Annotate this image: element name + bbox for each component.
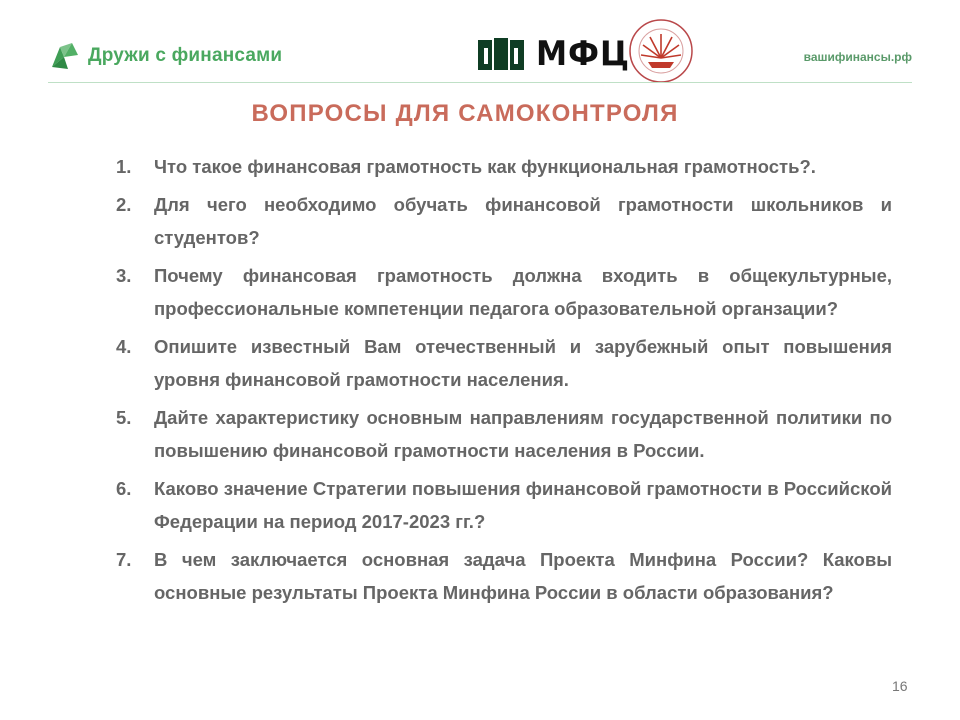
item-text: Опишите известный Вам отечественный и зарубежный опыт повышения уровня финансовой грамотности населения. bbox=[154, 336, 892, 390]
question-list bbox=[116, 150, 892, 614]
item-number: 1. bbox=[116, 156, 132, 177]
list-item bbox=[116, 401, 892, 467]
header-divider bbox=[48, 82, 912, 83]
list-item bbox=[116, 543, 892, 609]
item-number: 2. bbox=[116, 194, 132, 215]
item-number: 6. bbox=[116, 478, 132, 499]
item-number: 3. bbox=[116, 265, 132, 286]
leaf-logo-icon bbox=[50, 41, 80, 71]
site-link[interactable]: вашифинансы.рф bbox=[803, 50, 912, 64]
item-text: В чем заключается основная задача Проекта Минфина России? Каковы основные результаты Проекта Минфина России в области образования? bbox=[154, 549, 892, 603]
item-text: Почему финансовая грамотность должна входить в общекультурные, профессиональные компетенции педагога образовательной органзации? bbox=[154, 265, 892, 319]
list-item bbox=[116, 330, 892, 396]
item-number: 5. bbox=[116, 407, 132, 428]
item-number: 4. bbox=[116, 336, 132, 357]
mfc-text: МФЦ bbox=[536, 34, 630, 74]
list-item bbox=[116, 259, 892, 325]
item-number: 7. bbox=[116, 549, 132, 570]
university-seal-icon bbox=[628, 18, 694, 84]
mfc-mark-icon bbox=[478, 34, 524, 74]
item-text: Что такое финансовая грамотность как функциональная грамотность?. bbox=[154, 156, 816, 177]
list-item bbox=[116, 188, 892, 254]
list-item bbox=[116, 472, 892, 538]
brand-name: Дружи с финансами bbox=[88, 45, 283, 66]
item-text: Дайте характеристику основным направлениям государственной политики по повышению финансовой грамотности населения в России. bbox=[154, 407, 892, 461]
page-title: ВОПРОСЫ ДЛЯ САМОКОНТРОЛЯ bbox=[251, 100, 679, 127]
brand bbox=[50, 40, 282, 72]
page-number: 16 bbox=[892, 678, 908, 694]
header bbox=[0, 0, 960, 86]
item-text: Каково значение Стратегии повышения финансовой грамотности в Российской Федерации на период 2017-2023 гг.? bbox=[154, 478, 892, 532]
item-text: Для чего необходимо обучать финансовой грамотности школьников и студентов? bbox=[154, 194, 892, 248]
list-item bbox=[116, 150, 892, 183]
mfc-logo bbox=[478, 34, 638, 74]
